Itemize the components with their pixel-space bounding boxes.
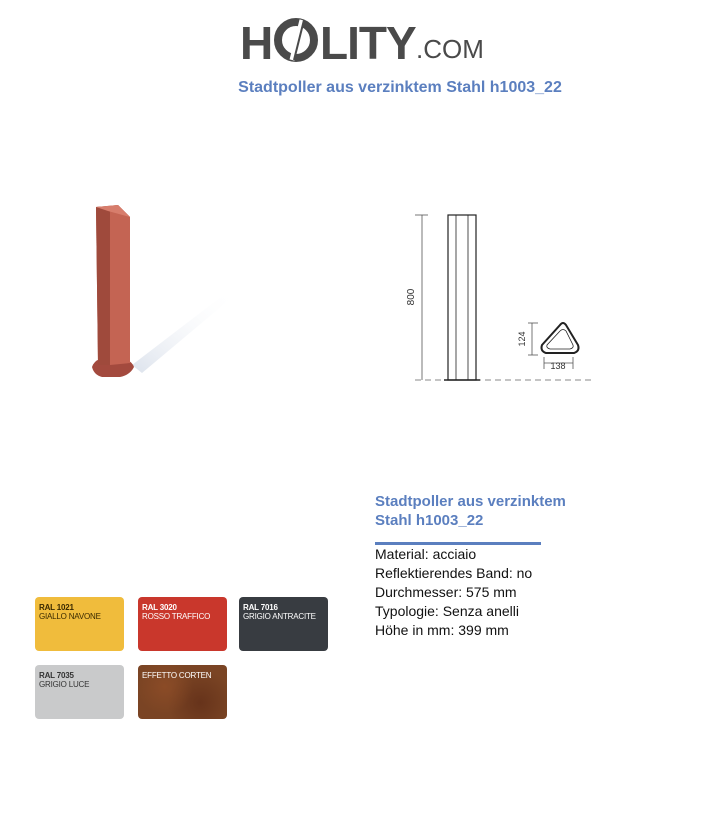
swatch-ral-3020[interactable] (138, 597, 227, 651)
spec-reflective-band: Reflektierendes Band: no (375, 565, 533, 581)
bollard-product-image (80, 195, 240, 395)
logo-o-icon (274, 18, 318, 62)
swatch-ral-7016[interactable] (239, 597, 328, 651)
product-title (375, 492, 615, 530)
swatch-code: RAL 7016 (243, 603, 278, 612)
logo-letter-h: H (240, 17, 273, 69)
logo-letters-lity: LITY (320, 17, 416, 69)
spec-typology: Typologie: Senza anelli (375, 603, 519, 619)
page-title: Stadtpoller aus verzinktem Stahl h1003_22 (238, 79, 562, 96)
holity-logo[interactable] (240, 8, 490, 70)
swatch-ral-7035[interactable] (35, 665, 124, 719)
swatch-code: RAL 3020 (142, 603, 177, 612)
swatch-code: RAL 1021 (39, 603, 74, 612)
width-dimension-label: 138 (550, 361, 566, 371)
spec-height: Höhe in mm: 399 mm (375, 622, 509, 638)
spec-diameter: Durchmesser: 575 mm (375, 584, 517, 600)
swatch-code: RAL 7035 (39, 671, 74, 680)
logo-com: .COM (416, 34, 484, 64)
swatch-name: ROSSO TRAFFICO (142, 612, 211, 621)
swatch-name: GIALLO NAVONE (39, 612, 101, 621)
swatch-name: GRIGIO LUCE (39, 680, 90, 689)
swatch-name: EFFETTO CORTEN (142, 671, 212, 680)
spec-list (375, 545, 532, 640)
swatch-effetto-corten[interactable] (138, 665, 227, 719)
swatch-ral-1021[interactable] (35, 597, 124, 651)
height-dimension-label: 800 (406, 288, 417, 306)
swatch-name: GRIGIO ANTRACITE (243, 612, 316, 621)
spec-material: Material: acciaio (375, 546, 477, 562)
technical-drawing (400, 205, 600, 395)
depth-dimension-label: 124 (517, 331, 527, 347)
product-title-line2: Stahl h1003_22 (375, 512, 484, 529)
product-title-line1: Stadtpoller aus verzinktem (375, 493, 566, 510)
